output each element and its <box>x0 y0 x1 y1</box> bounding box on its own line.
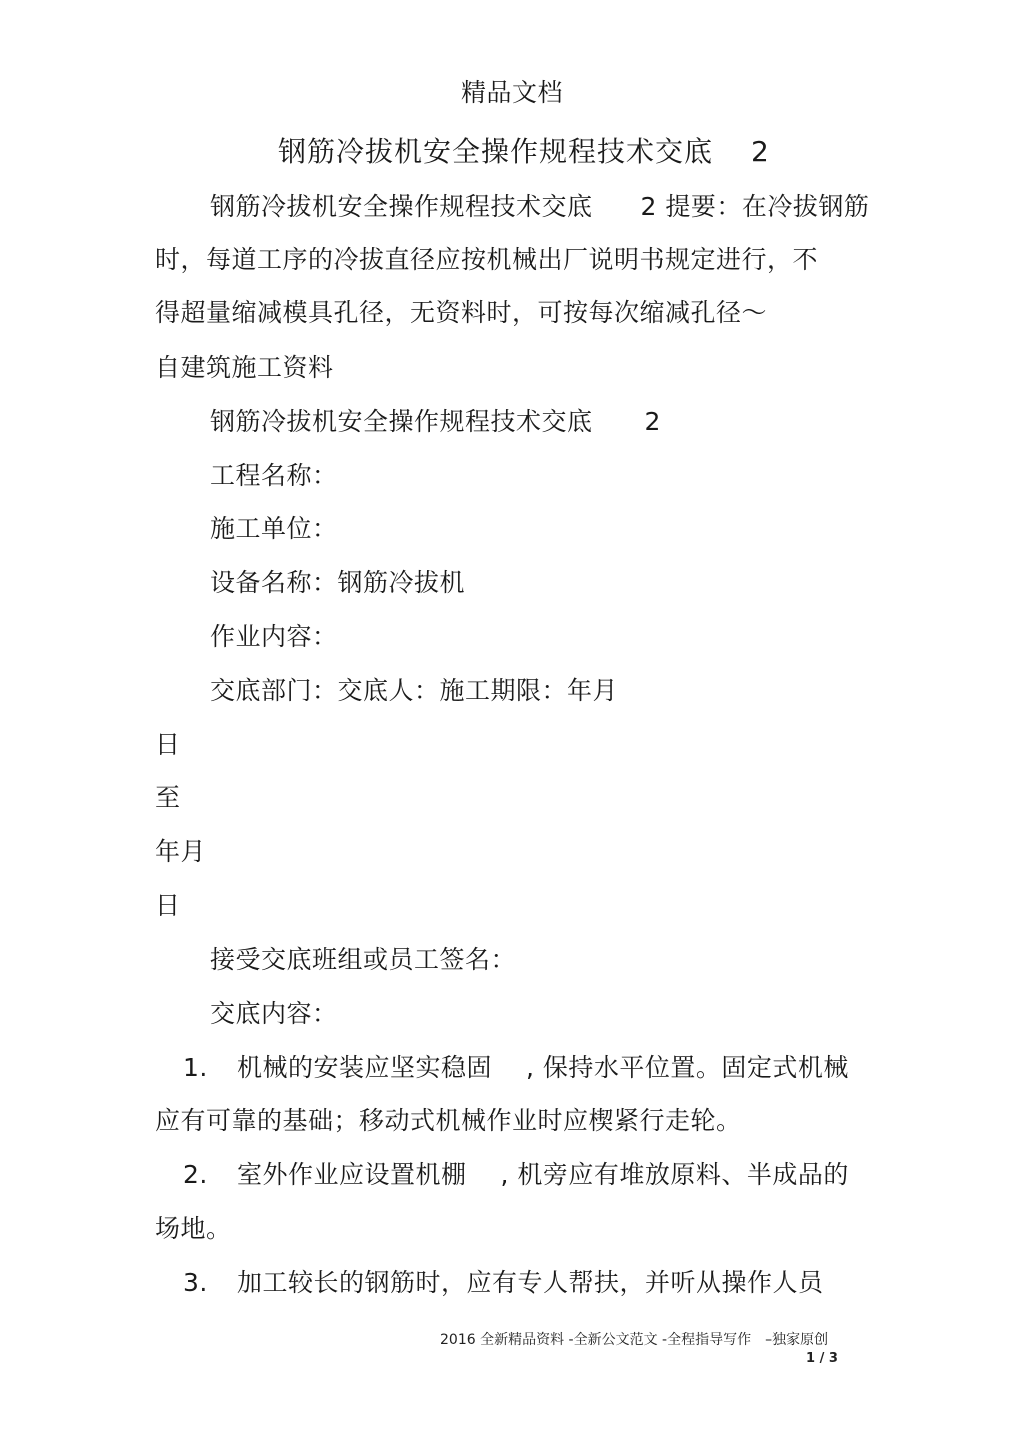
list-item-3-line-1 <box>183 1268 824 1298</box>
summary-line-1b: 2 提要：在冷拔钢筋 <box>640 192 870 221</box>
field-sign: 接受交底班组或员工签名： <box>210 945 517 974</box>
date-year-month: 年月 <box>155 837 207 866</box>
summary-line-4: 自建筑施工资料 <box>155 353 334 382</box>
list-item-1-number: 1. <box>183 1053 208 1082</box>
field-project-name: 工程名称： <box>210 461 338 490</box>
summary-line-3: 得超量缩减模具孔径，无资料时，可按每次缩减孔径～ <box>155 298 768 327</box>
list-item-3-text: 加工较长的钢筋时，应有专人帮扶，并听从操作人员 <box>237 1268 824 1297</box>
page-number: 1 / 3 <box>806 1351 838 1366</box>
doc-heading-text: 钢筋冷拔机安全操作规程技术交底 <box>210 407 593 436</box>
date-to: 至 <box>155 783 181 812</box>
date-day-1: 日 <box>155 730 181 759</box>
field-equipment-name: 设备名称：钢筋冷拔机 <box>210 568 466 597</box>
date-day-2: 日 <box>155 891 181 920</box>
document-title <box>278 137 770 167</box>
list-item-1-text: 机械的安装应坚实稳固 , 保持水平位置。固定式机械 <box>237 1053 849 1082</box>
summary-line-2: 时，每道工序的冷拔直径应按机械出厂说明书规定进行，不 <box>155 245 819 274</box>
list-item-2-line-2: 场地。 <box>155 1214 232 1243</box>
summary-line-1a: 钢筋冷拔机安全操作规程技术交底 <box>210 192 593 221</box>
field-work-content: 作业内容： <box>210 622 338 651</box>
list-item-2-line-1 <box>183 1160 849 1190</box>
page-footer: 2016 全新精品资料 -全新公文范文 -全程指导写作 –独家原创 <box>440 1332 829 1348</box>
title-text: 钢筋冷拔机安全操作规程技术交底 <box>278 135 714 168</box>
doc-heading <box>210 407 661 437</box>
field-construction-unit: 施工单位： <box>210 514 338 543</box>
content-label: 交底内容： <box>210 999 338 1028</box>
doc-heading-number: 2 <box>644 407 661 436</box>
page-header: 精品文档 <box>460 78 563 107</box>
list-item-3-number: 3. <box>183 1268 208 1297</box>
summary-line-1 <box>210 192 869 222</box>
title-number: 2 <box>751 135 770 168</box>
list-item-1-line-1 <box>183 1053 849 1083</box>
list-item-2-text: 室外作业应设置机棚 , 机旁应有堆放原料、半成品的 <box>237 1160 849 1189</box>
list-item-1-line-2: 应有可靠的基础；移动式机械作业时应楔紧行走轮。 <box>155 1106 742 1135</box>
field-dept-line: 交底部门：交底人：施工期限：年月 <box>210 676 619 705</box>
list-item-2-number: 2. <box>183 1160 208 1189</box>
